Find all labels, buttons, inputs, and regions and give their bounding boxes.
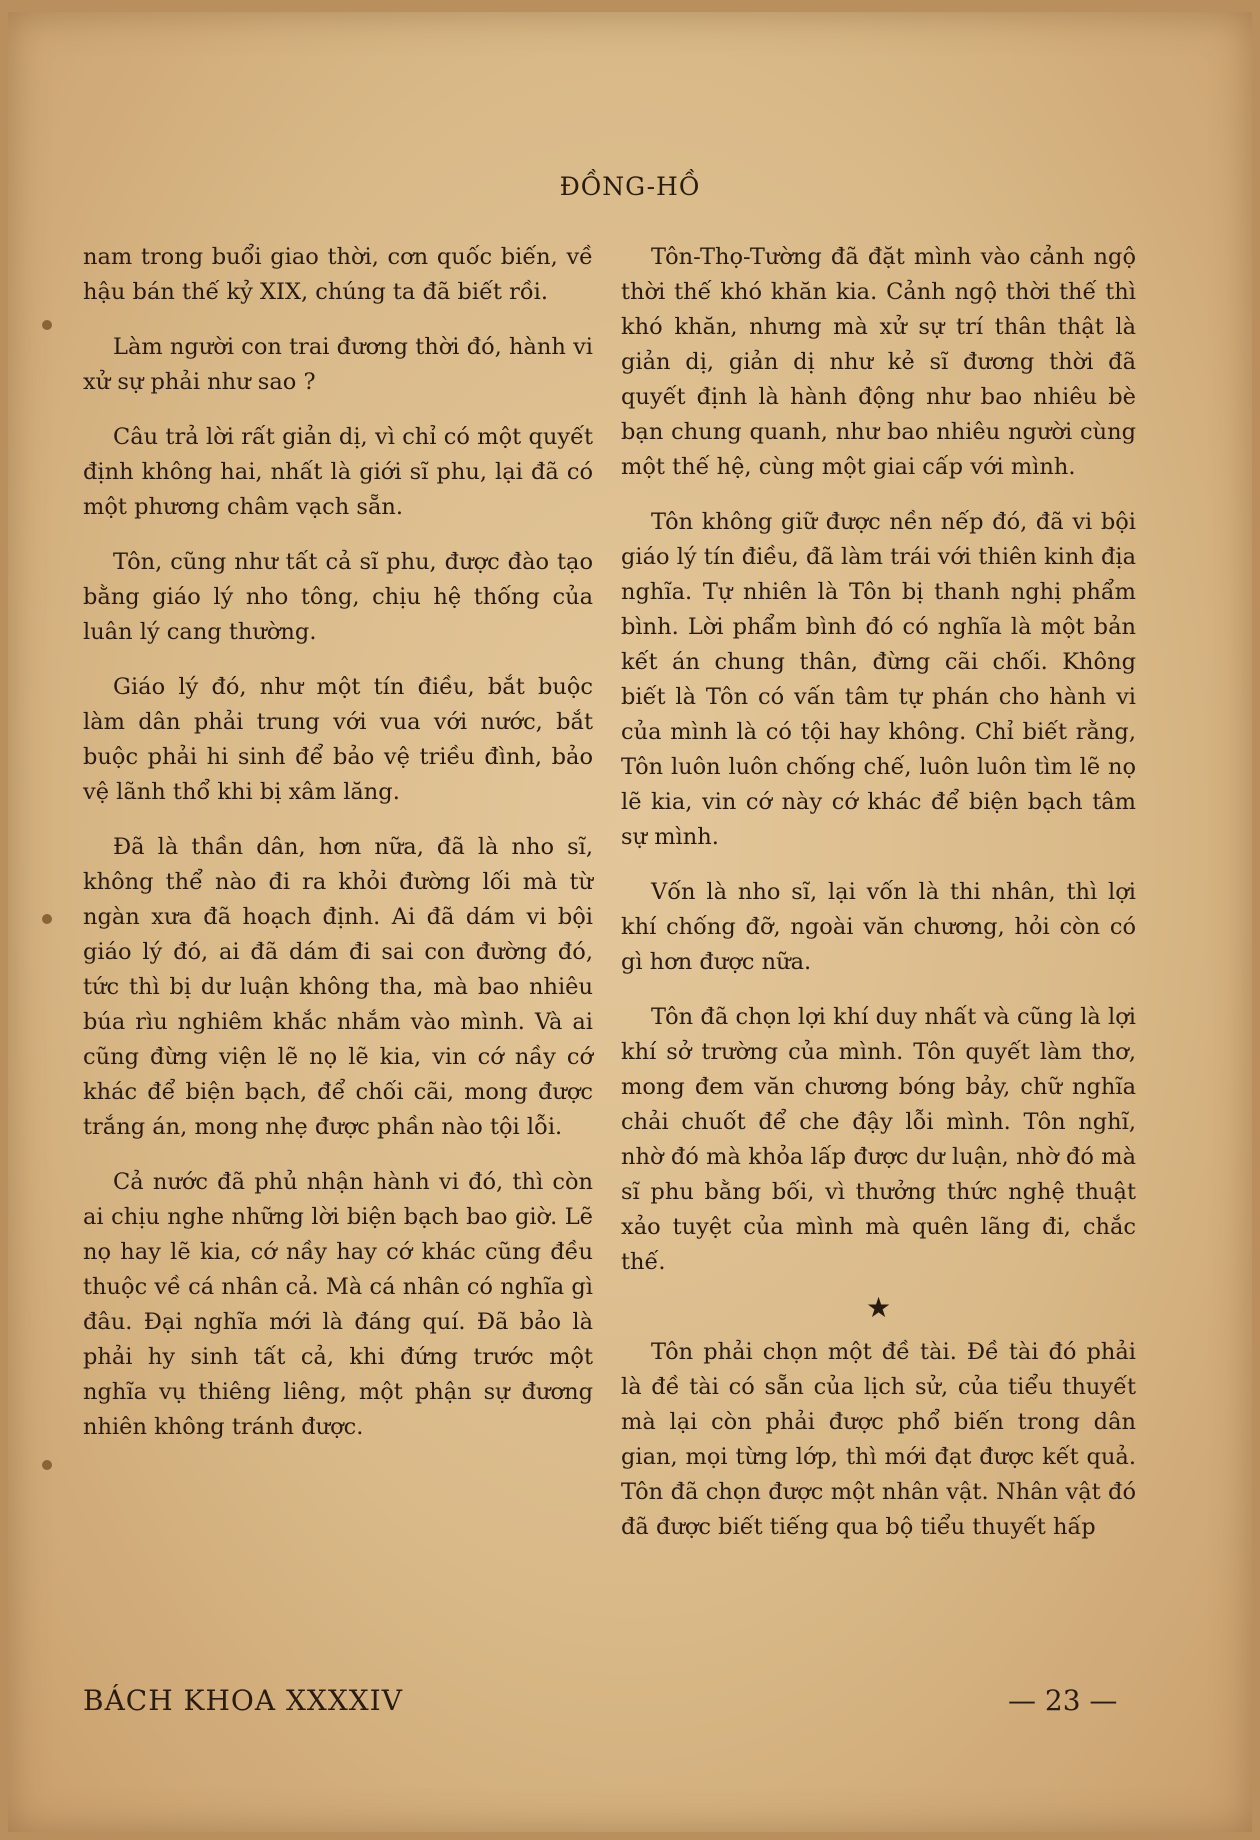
document-page [8,12,1252,1832]
paragraph: Tôn phải chọn một đề tài. Đề tài đó phải là đề tài có sẵn của lịch sử, của tiểu thuyết mà lại còn phải được phổ biến trong dân gian, mọi từng lớp, thì mới đạt được kết quả. Tôn đã chọn được một nhân vật. Nhân vật đó đã được biết tiếng qua bộ tiểu thuyết hấp [621,1339,1136,1540]
paragraph: Câu trả lời rất giản dị, vì chỉ có một quyết định không hai, nhất là giới sĩ phu, lại đã có một phương châm vạch sẵn. [83,424,593,520]
paragraph: Tôn-Thọ-Tường đã đặt mình vào cảnh ngộ thời thế khó khăn kia. Cảnh ngộ thời thế thì khó khăn, nhưng mà xử sự trí thân thật là giản dị, giản dị như kẻ sĩ đương thời đã quyết định là hành động như bao nhiêu bè bạn chung quanh, như bao nhiêu người cùng một thế hệ, cùng một giai cấp với mình. [621,244,1136,480]
page-spot [42,1460,52,1470]
paragraph: Giáo lý đó, như một tín điều, bắt buộc làm dân phải trung với vua với nước, bắt buộc phải hi sinh để bảo vệ triều đình, bảo vệ lãnh thổ khi bị xâm lăng. [83,674,593,805]
paragraph: Tôn đã chọn lợi khí duy nhất và cũng là lợi khí sở trường của mình. Tôn quyết làm thơ, mong đem văn chương bóng bảy, chữ nghĩa chải chuốt để che đậy lỗi mình. Tôn nghĩ, nhờ đó mà khỏa lấp được dư luận, nhờ đó mà sĩ phu bằng bối, vì thưởng thức nghệ thuật xảo tuyệt của mình mà quên lãng đi, chắc thế. [621,1004,1136,1275]
paragraph: Tôn không giữ được nền nếp đó, đã vi bội giáo lý tín điều, đã làm trái với thiên kinh địa nghĩa. Tự nhiên là Tôn bị thanh nghị phẩm bình. Lời phẩm bình đó có nghĩa là một bản kết án chung thân, đừng cãi chối. Không biết là Tôn có vấn tâm tự phán cho hành vi của mình là có tội hay không. Chỉ biết rằng, Tôn luôn luôn chống chế, luôn luôn tìm lẽ nọ lẽ kia, vin cớ này cớ khác để biện bạch tâm sự mình. [621,509,1136,850]
right-column [621,240,1136,1565]
publication-name: BÁCH KHOA XXXXIV [83,1684,403,1717]
section-divider-star: ★ [865,1291,892,1324]
paragraph: Cả nước đã phủ nhận hành vi đó, thì còn ai chịu nghe những lời biện bạch bao giờ. Lẽ nọ hay lẽ kia, cớ nầy hay cớ khác cũng đều thuộc về cá nhân cả. Mà cá nhân có nghĩa gì đâu. Đại nghĩa mới là đáng quí. Đã bảo là phải hy sinh tất cả, khi đứng trước một nghĩa vụ thiêng liêng, một phận sự đương nhiên không tránh được. [83,1169,593,1440]
page-spot [42,914,52,924]
paragraph: Đã là thần dân, hơn nữa, đã là nho sĩ, không thể nào đi ra khỏi đường lối mà từ ngàn xưa đã hoạch định. Ai đã dám vi bội giáo lý đó, ai đã dám đi sai con đường đó, tức thì bị dư luận không tha, mà bao nhiêu búa rìu nghiêm khắc nhắm vào mình. Và ai cũng đừng viện lẽ nọ lẽ kia, vin cớ nầy cớ khác để biện bạch, để chối cãi, mong được trắng án, mong nhẹ được phần nào tội lỗi. [83,834,593,1140]
paragraph: Vốn là nho sĩ, lại vốn là thi nhân, thì lợi khí chống đỡ, ngoài văn chương, hỏi còn có gì hơn được nữa. [621,879,1136,975]
paragraph: Tôn, cũng như tất cả sĩ phu, được đào tạo bằng giáo lý nho tông, chịu hệ thống của luân lý cang thường. [83,549,593,645]
page-header: ĐỒNG-HỒ [559,172,701,201]
left-column [83,240,593,1465]
paragraph: Làm người con trai đương thời đó, hành vi xử sự phải như sao ? [83,334,593,395]
page-number: — 23 — [1008,1684,1118,1717]
paragraph: nam trong buổi giao thời, cơn quốc biến, về hậu bán thế kỷ XIX, chúng ta đã biết rồi. [83,244,593,305]
page-spot [42,320,52,330]
